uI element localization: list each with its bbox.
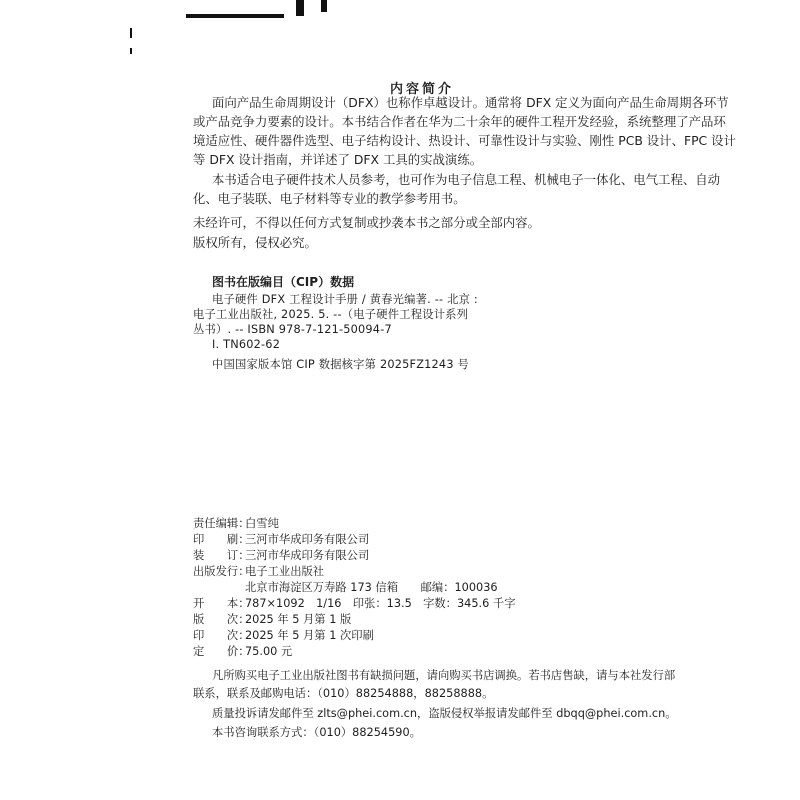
imprint-binder xyxy=(193,547,369,563)
summary-p1-line: 境适应性、硬件器件选型、电子结构设计、热设计、可靠性设计与实验、刚性 PCB 设计、FPC 设计 xyxy=(193,133,736,148)
summary-p1-line: 或产品竞争力要素的设计。本书结合作者在华为二十余年的硬件工程开发经验，系统整理了产品环 xyxy=(193,114,726,129)
summary-title: 内容简介 xyxy=(390,82,455,97)
footer-line: 凡所购买电子工业出版社图书有缺损问题，请向购买书店调换。若书店售缺，请与本社发行部 xyxy=(212,669,676,682)
imprint-label: 开 本： xyxy=(193,597,250,610)
imprint-editor xyxy=(193,515,279,531)
imprint-value: 三河市华成印务有限公司 xyxy=(245,549,370,562)
cip-heading: 图书在版编目（CIP）数据 xyxy=(212,275,355,289)
cip-line: 电子硬件 DFX 工程设计手册 / 黄春光编著. -- 北京 : xyxy=(212,293,478,306)
imprint-edition xyxy=(193,611,351,627)
imprint-value: 787×1092 1/16 印张：13.5 字数：345.6 千字 xyxy=(245,597,516,610)
imprint-label: 责任编辑： xyxy=(193,517,250,530)
scan-artifact-bar xyxy=(186,14,284,18)
imprint-printer xyxy=(193,531,369,547)
imprint-format xyxy=(193,595,516,611)
imprint-value: 三河市华成印务有限公司 xyxy=(245,533,370,546)
cip-line: 丛书）. -- ISBN 978-7-121-50094-7 xyxy=(193,323,392,336)
imprint-price xyxy=(193,643,292,659)
cip-line: 电子工业出版社, 2025. 5. --（电子硬件工程设计系列 xyxy=(193,308,469,321)
imprint-value: 75.00 元 xyxy=(245,645,293,658)
footer-line: 联系，联系及邮购电话：（010）88254888，88258888。 xyxy=(193,687,494,700)
imprint-value: 2025 年 5 月第 1 版 xyxy=(245,613,352,626)
cip-line: Ⅰ. TN602-62 xyxy=(212,338,281,351)
imprint-label: 定 价： xyxy=(193,645,250,658)
footer-line: 质量投诉请发邮件至 zlts@phei.com.cn，盗版侵权举报请发邮件至 dbqq@phei.com.cn。 xyxy=(212,707,677,720)
imprint-value: 2025 年 5 月第 1 次印刷 xyxy=(245,629,374,642)
scan-artifact-edge-tick xyxy=(130,28,132,38)
scan-artifact-mark xyxy=(296,0,304,16)
summary-p1-line: 等 DFX 设计指南，并详述了 DFX 工具的实战演练。 xyxy=(193,152,483,167)
footer-line: 本书咨询联系方式：（010）88254590。 xyxy=(212,726,421,739)
summary-p2-line: 本书适合电子硬件技术人员参考，也可作为电子信息工程、机械电子一体化、电气工程、自动 xyxy=(212,172,721,187)
cip-line: 中国国家版本馆 CIP 数据核字第 2025FZ1243 号 xyxy=(212,358,469,371)
imprint-publisher xyxy=(193,563,324,579)
scan-artifact-mark-2 xyxy=(321,0,327,12)
imprint-label: 印 刷： xyxy=(193,533,250,546)
copyright-notice: 未经许可，不得以任何方式复制或抄袭本书之部分或全部内容。 xyxy=(193,215,540,230)
imprint-label: 印 次： xyxy=(193,629,250,642)
imprint-value: 电子工业出版社 xyxy=(245,565,325,578)
imprint-label: 装 订： xyxy=(193,549,250,562)
imprint-label: 版 次： xyxy=(193,613,250,626)
summary-p1-line: 面向产品生命周期设计（DFX）也称作卓越设计。通常将 DFX 定义为面向产品生命周期各环节 xyxy=(212,95,729,110)
scan-artifact-edge-tick-2 xyxy=(130,48,132,54)
summary-p2-line: 化、电子装联、电子材料等专业的教学参考用书。 xyxy=(193,191,466,206)
imprint-value: 白雪纯 xyxy=(245,517,279,530)
imprint-label: 出版发行： xyxy=(193,565,250,578)
imprint-address: 北京市海淀区万寿路 173 信箱 邮编：100036 xyxy=(245,581,498,594)
rights-reserved: 版权所有，侵权必究。 xyxy=(193,235,317,250)
imprint-printing xyxy=(193,627,374,643)
